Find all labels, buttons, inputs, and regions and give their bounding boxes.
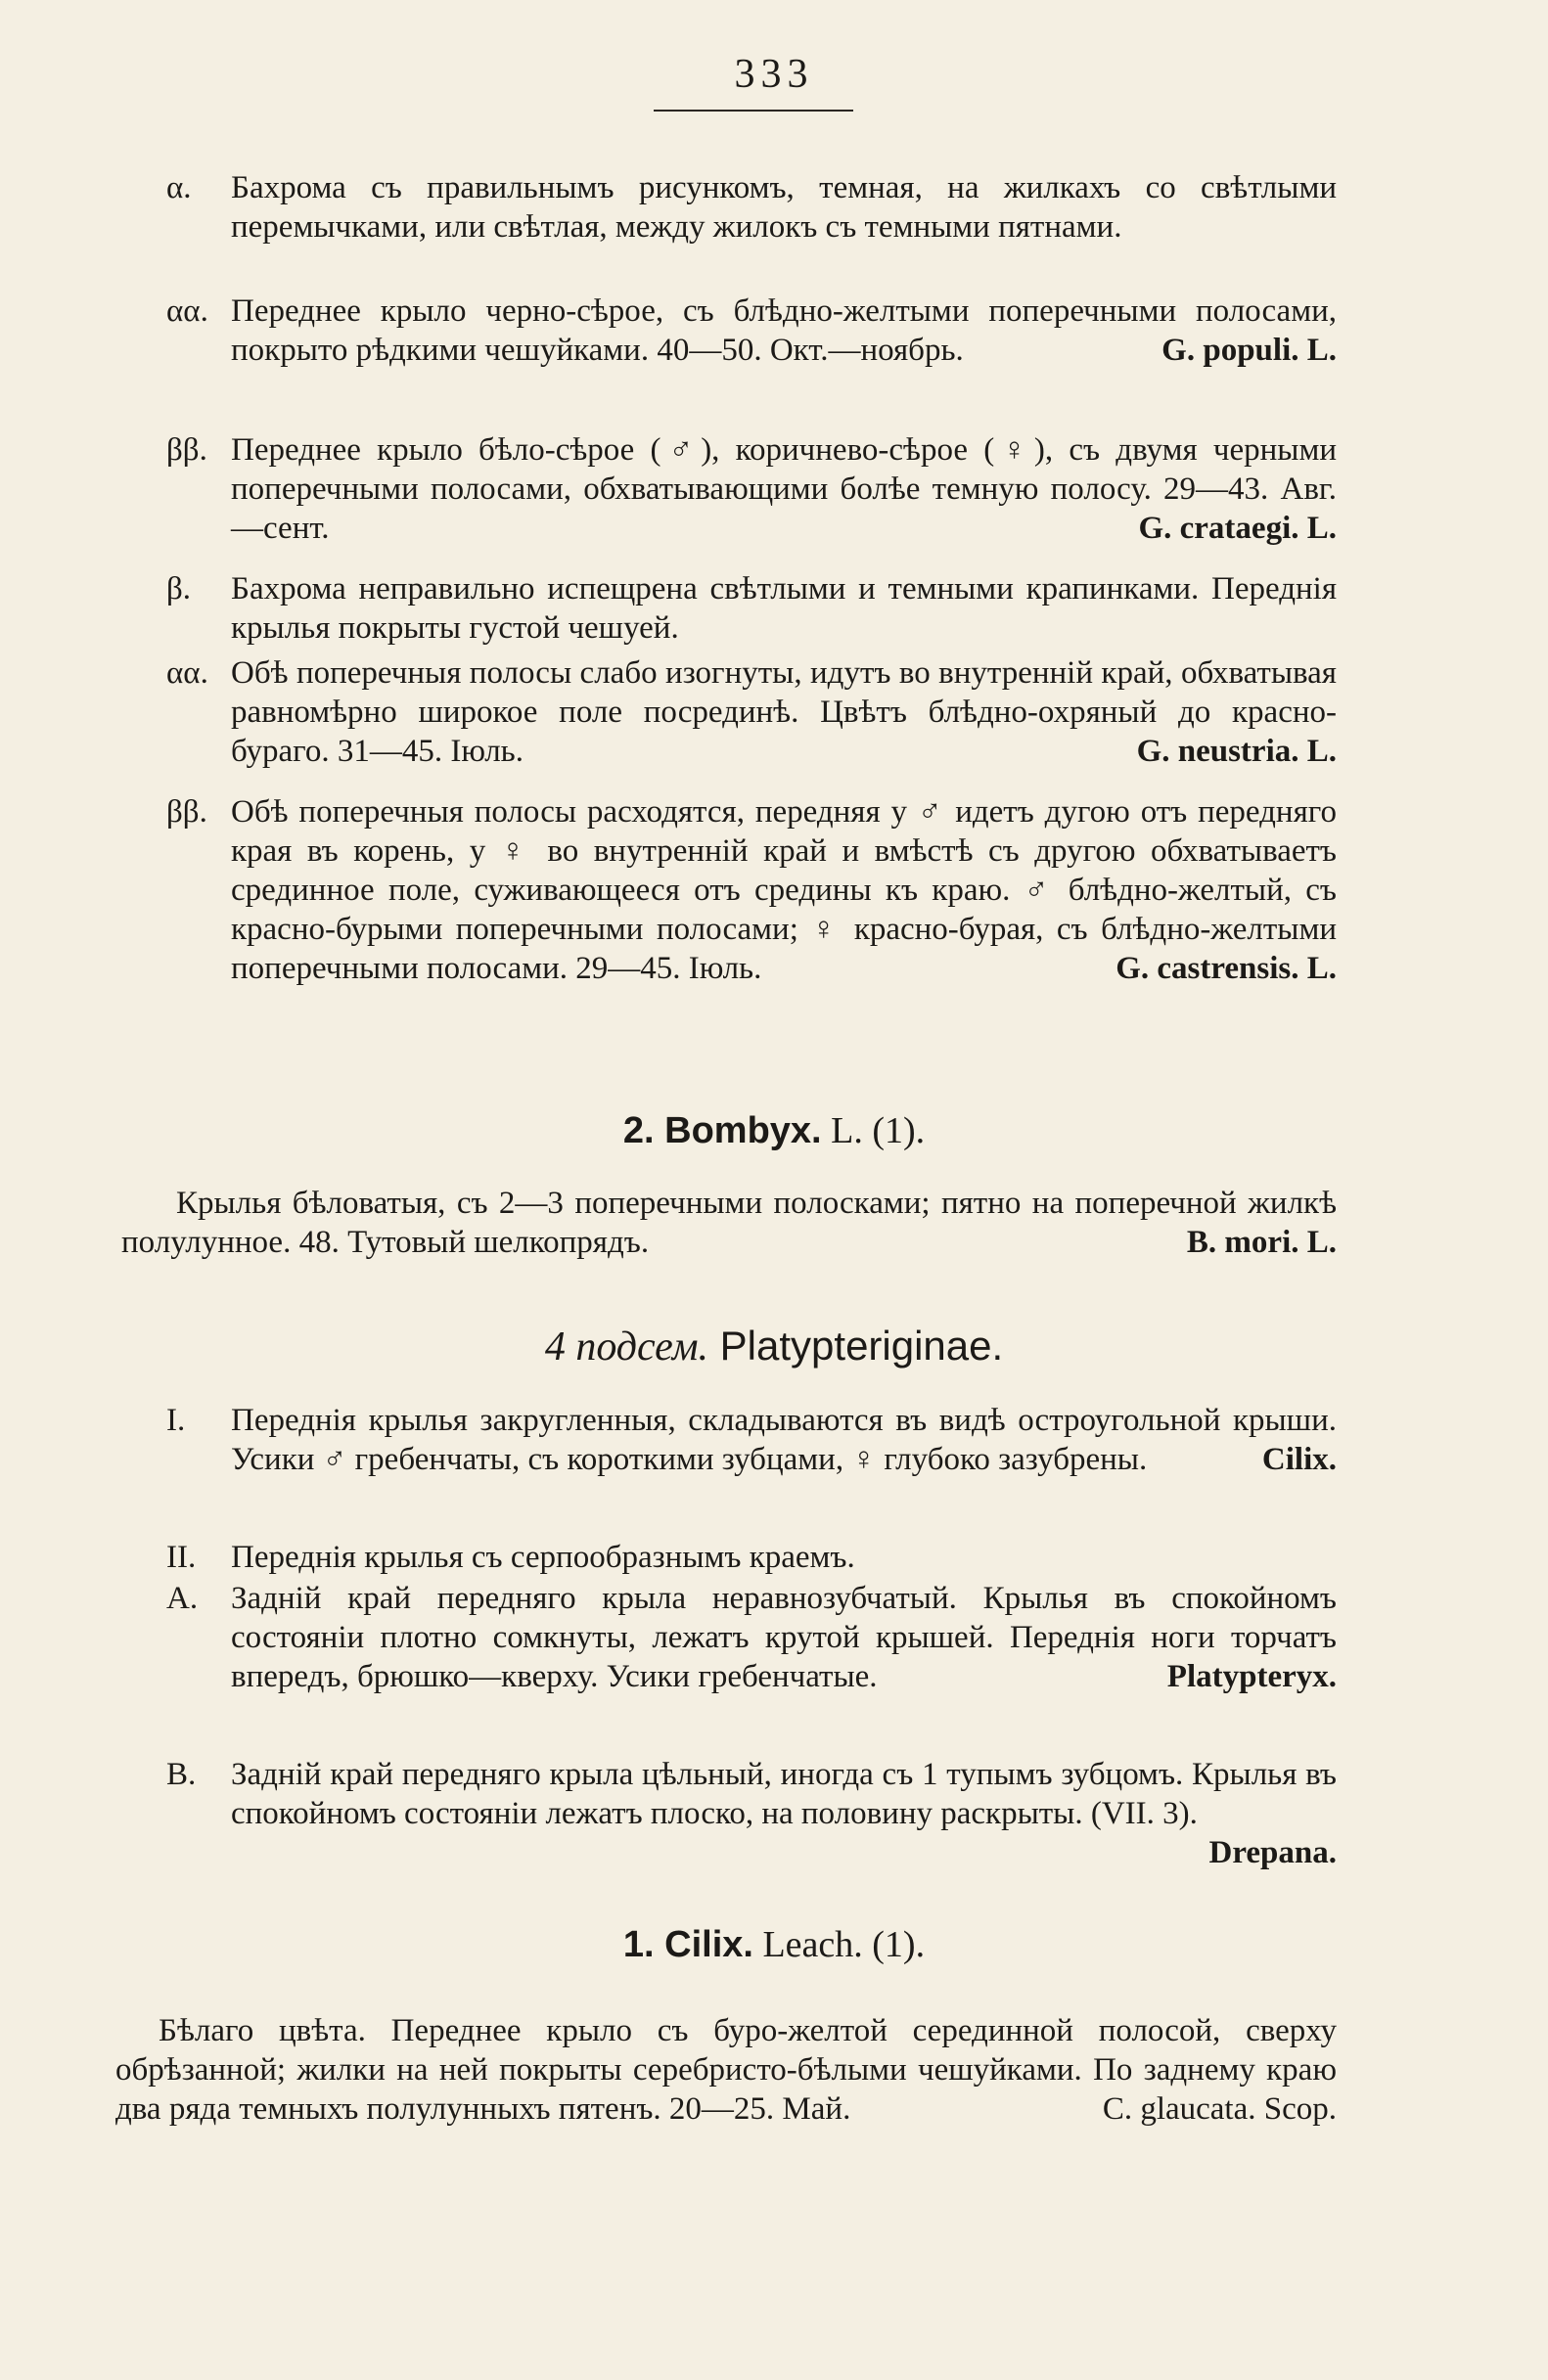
entry-text: Переднее крыло черно-сѣрое, съ блѣдно-желтыми поперечными полосами, покрыто рѣдкими чешуйками. 40—50. Окт.—ноябрь. bbox=[231, 293, 1337, 368]
key-entry bbox=[166, 1579, 1337, 1696]
entry-text: Бахрома съ правильнымъ рисункомъ, темная, на жилкахъ со свѣтлыми перемычками, или свѣтлая, между жилокъ съ темными пятнами. bbox=[231, 170, 1337, 245]
heading-author: L. (1). bbox=[821, 1110, 926, 1151]
heading-number: 1. bbox=[622, 1924, 655, 1965]
entry-marker: ββ. bbox=[166, 432, 207, 468]
entry-marker: αα. bbox=[166, 293, 208, 329]
key-entry bbox=[166, 1401, 1337, 1479]
entry-marker: αα. bbox=[166, 655, 208, 691]
entry-text: Задній край передняго крыла цѣльный, иногда съ 1 тупымъ зубцомъ. Крылья въ спокойномъ состояніи лежатъ плоско, на половину раскрыты. (VII. 3). bbox=[231, 1757, 1337, 1831]
species-name: G. populi. L. bbox=[1161, 333, 1337, 368]
key-entry bbox=[166, 792, 1337, 988]
key-entry bbox=[166, 168, 1337, 247]
species-name: G. crataegi. L. bbox=[1138, 511, 1337, 546]
heading-genus: Bombyx. bbox=[664, 1110, 822, 1151]
entry-marker: B. bbox=[166, 1757, 197, 1792]
genus-description: Крылья бѣловатыя, съ 2—3 поперечными полосками; пятно на поперечной жилкѣ полулунное. 48. Тутовый шелкопрядъ. bbox=[121, 1186, 1337, 1260]
entry-text: Обѣ поперечныя полосы слабо изогнуты, идутъ во внутренній край, обхватывая равномѣрно широкое поле посрединѣ. Цвѣтъ блѣдно-охряный до красно-бураго. 31—45. Іюль. bbox=[231, 655, 1337, 769]
entry-text: Переднее крыло бѣло-сѣрое (♂), коричнево-сѣрое (♀), съ двумя черными поперечными полосами, обхватывающими болѣе темную полосу. 29—43. Авг.—сент. bbox=[231, 432, 1337, 546]
page-number: 333 bbox=[734, 52, 814, 97]
key-entry bbox=[166, 1538, 1337, 1577]
entry-marker: I. bbox=[166, 1403, 186, 1438]
genus-name: Platypteryx. bbox=[1166, 1659, 1337, 1694]
genus-paragraph bbox=[115, 2011, 1337, 2129]
entry-marker: ββ. bbox=[166, 794, 207, 830]
genus-paragraph bbox=[121, 1184, 1337, 1262]
genus-heading-bombyx bbox=[0, 1109, 1548, 1152]
key-entry bbox=[166, 653, 1337, 771]
key-entry bbox=[166, 292, 1337, 370]
entry-marker: II. bbox=[166, 1540, 197, 1575]
heading-number: 2. bbox=[622, 1110, 655, 1151]
entry-text: Задній край передняго крыла неравнозубчатый. Крылья въ спокойномъ состояніи плотно сомкнуты, лежатъ крутой крышей. Переднія ноги торчатъ впередъ, брюшко—кверху. Усики гребенчатые. bbox=[231, 1581, 1337, 1694]
subfamily-heading bbox=[0, 1323, 1548, 1370]
species-name: B. mori. L. bbox=[1186, 1225, 1337, 1260]
genus-description: Бѣлаго цвѣта. Переднее крыло съ буро-желтой серединной полосой, сверху обрѣзанной; жилки на ней покрыты серебристо-бѣлыми чешуйками. По заднему краю два ряда темныхъ полулунныхъ пятенъ. 20—25. Май. bbox=[115, 2013, 1337, 2127]
genus-name: Drepana. bbox=[1208, 1835, 1337, 1870]
entry-text: Переднія крылья съ серпообразнымъ краемъ. bbox=[231, 1540, 855, 1575]
entry-marker: A. bbox=[166, 1581, 199, 1616]
subfamily-name: Platypteriginae. bbox=[708, 1323, 1004, 1369]
key-entry bbox=[166, 1755, 1337, 1872]
key-entry bbox=[166, 430, 1337, 548]
species-name: G. castrensis. L. bbox=[1115, 951, 1337, 986]
heading-genus: Cilix. bbox=[664, 1924, 753, 1965]
entry-text: Обѣ поперечныя полосы расходятся, передняя у ♂ идетъ дугою отъ передняго края въ корень, у ♀ во внутренній край и вмѣстѣ съ другою обхватываетъ срединное поле, суживающееся отъ средины къ краю. ♂ блѣдно-желтый, съ красно-бурыми поперечными полосами; ♀ красно-бурая, съ блѣдно-желтыми поперечными полосами. 29—45. Іюль. bbox=[231, 794, 1337, 986]
entry-marker: α. bbox=[166, 170, 192, 205]
entry-text: Переднія крылья закругленныя, складываются въ видѣ остроугольной крыши. Усики ♂ гребенчаты, съ короткими зубцами, ♀ глубоко зазубрены. bbox=[231, 1403, 1337, 1477]
subfamily-label: 4 подсем. bbox=[544, 1325, 708, 1370]
header-rule bbox=[654, 110, 853, 112]
heading-author: Leach. (1). bbox=[752, 1924, 926, 1965]
key-entry bbox=[166, 569, 1337, 648]
genus-heading-cilix bbox=[0, 1923, 1548, 1966]
entry-text: Бахрома неправильно испещрена свѣтлыми и темными крапинками. Переднія крылья покрыты густой чешуей. bbox=[231, 571, 1337, 646]
genus-name: Cilix. bbox=[1261, 1442, 1337, 1477]
species-name: G. neustria. L. bbox=[1136, 734, 1337, 769]
entry-marker: β. bbox=[166, 571, 192, 606]
species-name: C. glaucata. Scop. bbox=[1102, 2091, 1337, 2127]
